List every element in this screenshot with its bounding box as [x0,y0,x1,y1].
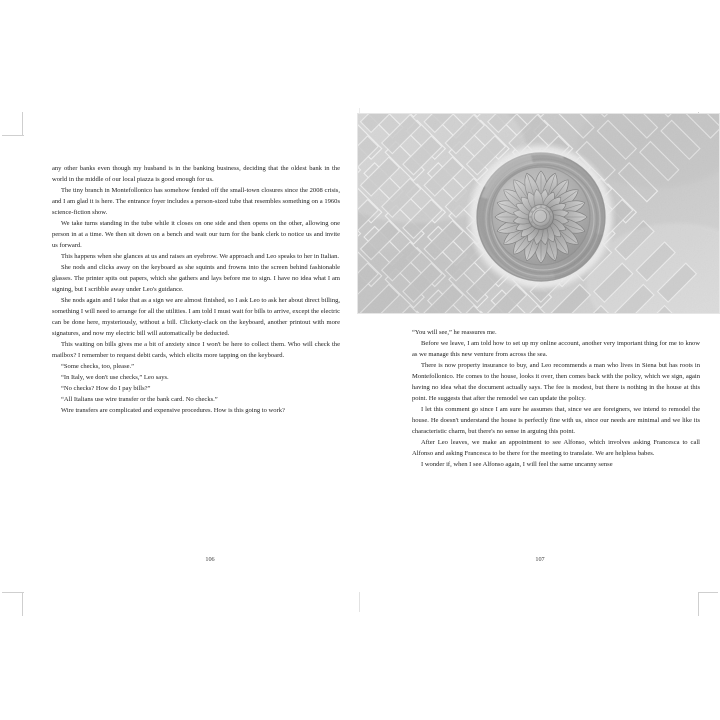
right-page-textblock [412,327,700,470]
paragraph: “Some checks, too, please.” [61,363,135,370]
paragraph: This happens when she glances at us and raises an eyebrow. We approach and Leo speaks to her in Italian. [61,253,339,260]
paragraph: I let this comment go since I am sure he assumes that, since we are foreigners, we intend to remodel the house. He doesn't understand the house is perfectly fine with us, since our needs are minimal and we like its characteristic charm, but there's no sense in arguing this point. [412,406,700,435]
photo-svg [357,113,720,314]
paragraph: There is now property insurance to buy, and Leo recommends a man who lives in Siena but has roots in Montefollonico. He comes to the house, looks it over, then comes back with the policy, which we sign, again having no idea what the document actually says. The fee is modest, but there is nothing in the house at this point. He suggests that after the remodel we can update the policy. [412,362,700,402]
paragraph: She nods again and I take that as a sign we are almost finished, so I ask Leo to ask her about direct billing, something I will need to arrange for all the utilities. I am told I must wait for bills to arrive, except the electric can be done here, mysteriously, without a bill. Clickety-clack on the keyboard, another printout with more signatures, and now my electric bill will automatically be deducted. [52,297,340,337]
paragraph: Before we leave, I am told how to set up my online account, another very important thing for me to know as we manage this new venture from across the sea. [412,340,700,358]
paragraph: “All Italians use wire transfer or the bank card. No checks.” [61,396,218,403]
paragraph: She nods and clicks away on the keyboard as she squints and frowns into the screen behind fashionable glasses. The printer spits out papers, which she gathers and lays before me to sign. I have no idea what I am signing, but I scribble away under Leo's guidance. [52,264,340,293]
paragraph: The tiny branch in Montefollonico has somehow fended off the small-town closures since the 2008 crisis, and I am glad it is here. The entrance foyer includes a person-sized tube that resembles something on a 1960s science-fiction show. [52,187,340,216]
paragraph: “In Italy, we don't use checks,” Leo says. [61,374,169,381]
paragraph: After Leo leaves, we make an appointment to see Alfonso, which involves asking Francesca to call Alfonso and asking Francesca to be there for the meeting to translate. We are helpless babes. [412,439,700,457]
paragraph: any other banks even though my husband is in the banking business, deciding that the oldest bank in the world in the middle of our local piazza is good enough for us. [52,165,340,183]
paragraph: “No checks? How do I pay bills?” [61,385,151,392]
paragraph: I wonder if, when I see Alfonso again, I will feel the same uncanny sense [421,461,613,468]
left-page-textblock [52,163,340,416]
paragraph: We take turns standing in the tube while it closes on one side and then opens on the other, allowing one person in at a time. We then sit down on a bench and wait our turn for the bank clerk to notice us and invite us forward. [52,220,340,249]
page-number-right: 107 [535,556,545,563]
paragraph: Wire transfers are complicated and expensive procedures. How is this going to work? [61,407,285,414]
page-number-left: 106 [205,556,215,563]
paragraph: “You will see,” he reassures me. [412,329,497,336]
rosette-pavement-photo [357,113,720,314]
paragraph: This waiting on bills gives me a bit of anxiety since I won't be here to collect them. Who will check the mailbox? I remember to request debit cards, which elicits more tapping on the keyboard. [52,341,340,359]
